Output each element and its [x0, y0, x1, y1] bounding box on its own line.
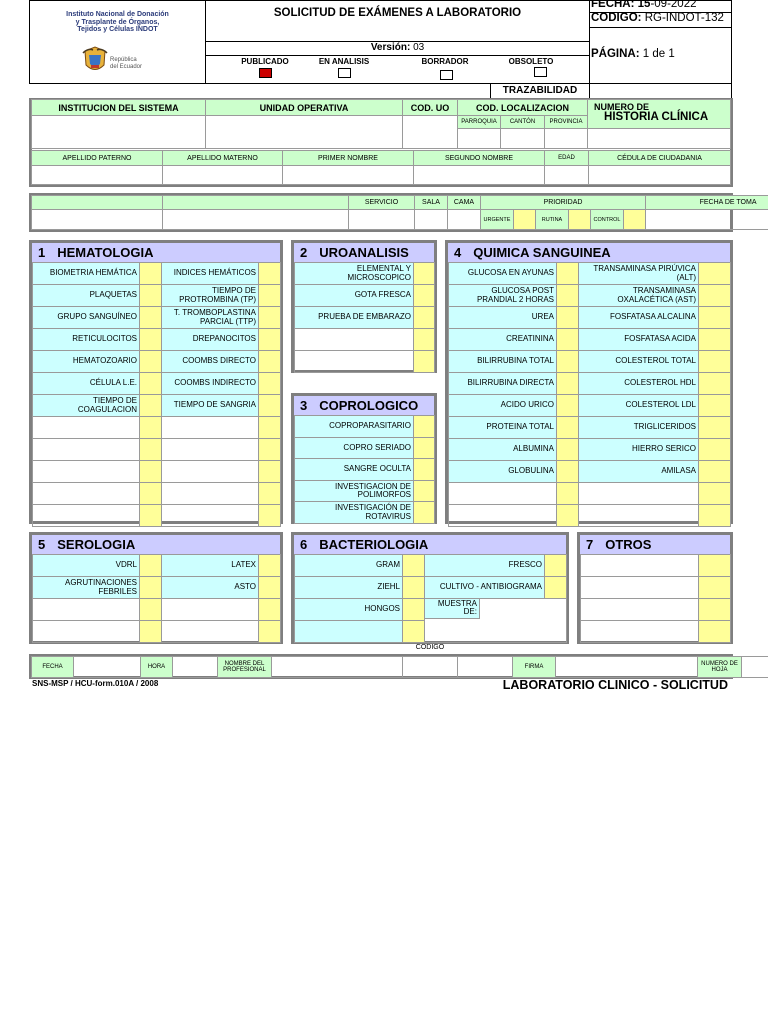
segundo-nombre-field[interactable] [414, 166, 545, 185]
footer-numero-hoja-field[interactable] [742, 657, 768, 678]
fecha-toma-field[interactable] [646, 210, 768, 230]
quimica-item: BILIRRUBINA DIRECTA [449, 373, 557, 395]
hematologia-checkbox[interactable] [140, 329, 162, 351]
historia-clinica-field[interactable] [588, 129, 731, 149]
status-borrador-checkbox[interactable] [440, 70, 453, 80]
hematologia-checkbox[interactable] [140, 307, 162, 329]
quimica-item: COLESTEROL HDL [579, 373, 699, 395]
serologia-item [33, 621, 140, 643]
serologia-item: ASTO [162, 577, 259, 599]
serologia-checkbox[interactable] [259, 577, 281, 599]
bacteriologia-checkbox[interactable] [403, 577, 425, 599]
hematologia-checkbox[interactable] [140, 417, 162, 439]
quimica-checkbox[interactable] [699, 307, 731, 329]
otros-field[interactable] [581, 599, 699, 621]
hematologia-item: COOMBS DIRECTO [162, 351, 259, 373]
uroanalisis-item [295, 329, 414, 351]
bacteriologia-checkbox[interactable] [403, 621, 425, 643]
control-label: CONTROL [591, 210, 624, 230]
otros-checkbox[interactable] [699, 621, 731, 643]
cedula-label: CÉDULA DE CIUDADANIA [589, 151, 731, 166]
hematologia-item: CÉLULA L.E. [33, 373, 140, 395]
hematologia-table [32, 262, 281, 527]
coprologico-item: INVESTIGACION DE POLIMORFOS [295, 480, 414, 502]
quimica-item: TRANSAMINASA OXALACÉTICA (AST) [579, 285, 699, 307]
uroanalisis-item [295, 351, 414, 373]
quimica-checkbox[interactable] [557, 285, 579, 307]
uroanalisis-item: GOTA FRESCA [295, 285, 414, 307]
hematologia-checkbox[interactable] [140, 285, 162, 307]
bacteriologia-checkbox[interactable] [545, 555, 567, 577]
footer-codigo-field[interactable] [403, 657, 458, 678]
coprologico-checkbox[interactable] [414, 502, 435, 524]
muestra-de-label: MUESTRA DE: [425, 599, 480, 619]
hematologia-item: RETICULOCITOS [33, 329, 140, 351]
status-publicado-label: PUBLICADO [241, 57, 289, 66]
quimica-item: HIERRO SERICO [579, 439, 699, 461]
canton-field[interactable] [501, 129, 545, 149]
quimica-checkbox[interactable] [699, 505, 731, 527]
cama-label: CAMA [448, 196, 481, 210]
quimica-checkbox[interactable] [557, 483, 579, 505]
primer-nombre-label: PRIMER NOMBRE [283, 151, 414, 166]
quimica-checkbox[interactable] [699, 329, 731, 351]
apellido-paterno-field[interactable] [32, 166, 163, 185]
hematologia-checkbox[interactable] [259, 395, 281, 417]
hematologia-checkbox[interactable] [259, 285, 281, 307]
bacteriologia-item: HONGOS [295, 599, 403, 621]
hematologia-item [33, 417, 140, 439]
segundo-nombre-label: SEGUNDO NOMBRE [414, 151, 545, 166]
hematologia-header: 1 HEMATOLOGIA [32, 243, 280, 262]
hematologia-item [33, 483, 140, 505]
cama-field[interactable] [448, 210, 481, 230]
otros-header: 7 OTROS [580, 535, 730, 554]
uroanalisis-item: ELEMENTAL Y MICROSCOPICO [295, 263, 414, 285]
quimica-item: AMILASA [579, 461, 699, 483]
quimica-item: GLOBULINA [449, 461, 557, 483]
uroanalisis-table [294, 262, 435, 373]
coprologico-item: COPROPARASITARIO [295, 416, 414, 438]
hematologia-item: BIOMETRIA HEMÁTICA [33, 263, 140, 285]
hematologia-checkbox[interactable] [140, 483, 162, 505]
bacteriologia-checkbox[interactable] [545, 577, 567, 599]
fecha-toma-label: FECHA DE TOMA [646, 196, 768, 210]
hematologia-checkbox[interactable] [259, 307, 281, 329]
trazabilidad: TRAZABILIDAD [490, 83, 590, 99]
codigo: CODIGO: RG-INDOT-132 [591, 12, 724, 24]
quimica-item: FOSFATASA ALCALINA [579, 307, 699, 329]
quimica-checkbox[interactable] [699, 461, 731, 483]
quimica-item: PROTEINA TOTAL [449, 417, 557, 439]
primer-nombre-field[interactable] [283, 166, 414, 185]
unidad-operativa-label: UNIDAD OPERATIVA [206, 100, 403, 116]
quimica-item [579, 505, 699, 527]
apellido-paterno-label: APELLIDO PATERNO [32, 151, 163, 166]
status-obsoleto-checkbox[interactable] [534, 67, 547, 77]
coprologico-checkbox[interactable] [414, 480, 435, 502]
institution-logo-text: Instituto Nacional de Donación y Trasplante de Órganos, Tejidos y Células INDOT [66, 11, 169, 34]
pagina: PÁGINA: 1 de 1 [591, 48, 675, 60]
urgente-label: URGENTE [481, 210, 514, 230]
serologia-checkbox[interactable] [259, 599, 281, 621]
hematologia-checkbox[interactable] [259, 461, 281, 483]
quimica-item: ALBUMINA [449, 439, 557, 461]
uroanalisis-title: UROANALISIS [319, 245, 409, 260]
coprologico-item: INVESTIGACIÓN DE ROTAVIRUS [295, 502, 414, 524]
quimica-checkbox[interactable] [557, 461, 579, 483]
muestra-de-area[interactable] [425, 599, 567, 643]
canton-label: CANTÓN [501, 116, 545, 129]
parroquia-field[interactable] [458, 129, 501, 149]
historia-clinica-label: HISTORIA CLÍNICA [604, 111, 709, 123]
edad-label: EDAD [545, 151, 589, 166]
quimica-checkbox[interactable] [699, 285, 731, 307]
quimica-header: 4 QUIMICA SANGUINEA [448, 243, 730, 262]
footer-fecha-field[interactable] [74, 657, 141, 678]
hematologia-checkbox[interactable] [140, 395, 162, 417]
institucion-field[interactable] [32, 116, 206, 149]
quimica-item: TRIGLICERIDOS [579, 417, 699, 439]
form-title: LABORATORIO CLINICO - SOLICITUD [502, 678, 728, 692]
bacteriologia-table [294, 554, 567, 643]
hematologia-item [33, 439, 140, 461]
hematologia-item [162, 461, 259, 483]
footer-hora-field[interactable] [173, 657, 218, 678]
quimica-item: TRANSAMINASA PIRÚVICA (ALT) [579, 263, 699, 285]
footer-nombre-profesional-field[interactable] [272, 657, 403, 678]
quimica-checkbox[interactable] [557, 439, 579, 461]
patient-table: INSTITUCION DEL SISTEMA UNIDAD OPERATIVA COD. UO COD. LOCALIZACION NUMERO DE HISTORIA CLÍNICA PARROQUIA CANTÓN PROVINCIA [31, 99, 731, 149]
quimica-item: CREATININA [449, 329, 557, 351]
coprologico-checkbox[interactable] [414, 416, 435, 438]
quimica-item: BILIRRUBINA TOTAL [449, 351, 557, 373]
otros-checkbox[interactable] [699, 599, 731, 621]
footer-nombre-profesional-label: NOMBRE DEL PROFESIONAL [218, 657, 272, 678]
hematologia-item [162, 417, 259, 439]
bacteriologia-item: FRESCO [425, 555, 545, 577]
uroanalisis-header: 2 UROANALISIS [294, 243, 434, 262]
serologia-title: SEROLOGIA [57, 537, 136, 552]
hematologia-checkbox[interactable] [140, 373, 162, 395]
status-obsoleto-label: OBSOLETO [508, 57, 554, 66]
status-en-analisis-checkbox[interactable] [338, 68, 351, 78]
serologia-item [33, 599, 140, 621]
status-borrador-label: BORRADOR [421, 57, 469, 66]
control-checkbox[interactable] [624, 210, 646, 230]
rutina-label: RUTINA [536, 210, 569, 230]
quimica-item: GLUCOSA POST PRANDIAL 2 HORAS [449, 285, 557, 307]
hematologia-checkbox[interactable] [259, 417, 281, 439]
cod-uo-label: COD. UO [403, 100, 458, 116]
hematologia-item [33, 505, 140, 527]
quimica-title: QUIMICA SANGUINEA [473, 245, 611, 260]
otros-table [580, 554, 731, 643]
hematologia-item: TIEMPO DE SANGRIA [162, 395, 259, 417]
hematologia-checkbox[interactable] [259, 351, 281, 373]
cod-uo-field[interactable] [403, 116, 458, 149]
status-en-analisis-label: EN ANALISIS [318, 57, 370, 66]
hematologia-item: T. TROMBOPLASTINA PARCIAL (TTP) [162, 307, 259, 329]
coprologico-checkbox[interactable] [414, 437, 435, 459]
serologia-item: LATEX [162, 555, 259, 577]
serologia-checkbox[interactable] [259, 621, 281, 643]
parroquia-label: PARROQUIA [458, 116, 501, 129]
logo-area [30, 1, 205, 83]
hematologia-item [162, 439, 259, 461]
sala-label: SALA [415, 196, 448, 210]
serologia-header: 5 SEROLOGIA [32, 535, 280, 554]
edad-field[interactable] [545, 166, 589, 185]
serologia-item [162, 621, 259, 643]
quimica-item: COLESTEROL LDL [579, 395, 699, 417]
quimica-item: ACIDO URICO [449, 395, 557, 417]
sala-field[interactable] [415, 210, 448, 230]
hematologia-title: HEMATOLOGIA [57, 245, 154, 260]
quimica-checkbox[interactable] [557, 505, 579, 527]
serologia-checkbox[interactable] [140, 599, 162, 621]
hematologia-item [162, 505, 259, 527]
hematologia-checkbox[interactable] [140, 263, 162, 285]
hematologia-item: HEMATOZOARIO [33, 351, 140, 373]
quimica-item [579, 483, 699, 505]
footer-firma-label: FIRMA [513, 657, 556, 678]
bacteriologia-title: BACTERIOLOGIA [319, 537, 429, 552]
quimica-checkbox[interactable] [699, 263, 731, 285]
quimica-checkbox[interactable] [557, 329, 579, 351]
bacteriologia-item: CULTIVO - ANTIBIOGRAMA [425, 577, 545, 599]
coprologico-item: COPRO SERIADO [295, 437, 414, 459]
coprologico-checkbox[interactable] [414, 459, 435, 481]
footer-firma-field[interactable] [556, 657, 698, 678]
quimica-checkbox[interactable] [557, 395, 579, 417]
rutina-checkbox[interactable] [569, 210, 591, 230]
serologia-item: VDRL [33, 555, 140, 577]
hematologia-item: TIEMPO DE COAGULACION [33, 395, 140, 417]
bacteriologia-checkbox[interactable] [403, 555, 425, 577]
serologia-checkbox[interactable] [140, 621, 162, 643]
serologia-table [32, 554, 281, 643]
hematologia-checkbox[interactable] [140, 461, 162, 483]
form-code: SNS-MSP / HCU-form.010A / 2008 [32, 679, 159, 688]
quimica-checkbox[interactable] [699, 417, 731, 439]
version: Versión: 03 [370, 42, 425, 53]
prioridad-label: PRIORIDAD [481, 196, 646, 210]
hematologia-checkbox[interactable] [140, 505, 162, 527]
servicio-field[interactable] [349, 210, 415, 230]
hematologia-item: PLAQUETAS [33, 285, 140, 307]
quimica-checkbox[interactable] [557, 263, 579, 285]
codigo-label: CODIGO [415, 644, 445, 651]
hematologia-item [162, 483, 259, 505]
quimica-table [448, 262, 731, 527]
ecuador-coat-of-arms-icon [82, 45, 108, 75]
footer-hora-label: HORA [141, 657, 173, 678]
cod-localizacion-label: COD. LOCALIZACION [458, 100, 588, 116]
hematologia-checkbox[interactable] [259, 373, 281, 395]
coprologico-title: COPROLOGICO [319, 398, 419, 413]
uroanalisis-checkbox[interactable] [414, 263, 435, 285]
patient-name-table [31, 150, 731, 185]
otros-checkbox[interactable] [699, 577, 731, 599]
coprologico-item: SANGRE OCULTA [295, 459, 414, 481]
bacteriologia-item: ZIEHL [295, 577, 403, 599]
hematologia-checkbox[interactable] [259, 505, 281, 527]
apellido-materno-field[interactable] [163, 166, 283, 185]
uroanalisis-checkbox[interactable] [414, 307, 435, 329]
quimica-item [449, 483, 557, 505]
otros-field[interactable] [581, 555, 699, 577]
quimica-checkbox[interactable] [557, 307, 579, 329]
serologia-checkbox[interactable] [140, 577, 162, 599]
fecha: FECHA: 15-09-2022 [591, 0, 697, 10]
unidad-operativa-field[interactable] [206, 116, 403, 149]
provincia-field[interactable] [545, 129, 588, 149]
footer-table [31, 656, 768, 678]
quimica-item: COLESTEROL TOTAL [579, 351, 699, 373]
uroanalisis-item: PRUEBA DE EMBARAZO [295, 307, 414, 329]
uroanalisis-checkbox[interactable] [414, 285, 435, 307]
cedula-field[interactable] [589, 166, 731, 185]
quimica-checkbox[interactable] [699, 351, 731, 373]
hematologia-item: TIEMPO DE PROTROMBINA (TP) [162, 285, 259, 307]
hematologia-item [33, 461, 140, 483]
serologia-item: AGRUTINACIONES FEBRILES [33, 577, 140, 599]
hematologia-checkbox[interactable] [259, 483, 281, 505]
hematologia-checkbox[interactable] [259, 439, 281, 461]
otros-title: OTROS [605, 537, 652, 552]
provincia-label: PROVINCIA [545, 116, 588, 129]
quimica-checkbox[interactable] [557, 351, 579, 373]
uroanalisis-checkbox[interactable] [414, 351, 435, 373]
footer-numero-hoja-label: NUMERO DE HOJA [698, 657, 742, 678]
bacteriologia-checkbox[interactable] [403, 599, 425, 621]
hematologia-checkbox[interactable] [140, 439, 162, 461]
hematologia-checkbox[interactable] [140, 351, 162, 373]
quimica-checkbox[interactable] [699, 483, 731, 505]
quimica-item: FOSFATASA ACIDA [579, 329, 699, 351]
quimica-checkbox[interactable] [699, 395, 731, 417]
status-publicado-checkbox[interactable] [259, 68, 272, 78]
bacteriologia-header: 6 BACTERIOLOGIA [294, 535, 566, 554]
quimica-item: UREA [449, 307, 557, 329]
serologia-checkbox[interactable] [140, 555, 162, 577]
urgente-checkbox[interactable] [514, 210, 536, 230]
hematologia-item: GRUPO SANGUÍNEO [33, 307, 140, 329]
hematologia-item: COOMBS INDIRECTO [162, 373, 259, 395]
quimica-checkbox[interactable] [699, 439, 731, 461]
quimica-checkbox[interactable] [557, 373, 579, 395]
serologia-item [162, 599, 259, 621]
quimica-item: GLUCOSA EN AYUNAS [449, 263, 557, 285]
institucion-label: INSTITUCION DEL SISTEMA [32, 100, 206, 116]
coprologico-table [294, 415, 435, 524]
bacteriologia-item: GRAM [295, 555, 403, 577]
hematologia-item: INDICES HEMÁTICOS [162, 263, 259, 285]
footer-fecha-label: FECHA [32, 657, 74, 678]
hematologia-item: DREPANOCITOS [162, 329, 259, 351]
republic-logo-text: República del Ecuador [110, 57, 143, 70]
quimica-item [449, 505, 557, 527]
servicio-label: SERVICIO [349, 196, 415, 210]
uroanalisis-checkbox[interactable] [414, 329, 435, 351]
otros-field[interactable] [581, 621, 699, 643]
otros-field[interactable] [581, 577, 699, 599]
apellido-materno-label: APELLIDO MATERNO [163, 151, 283, 166]
document-title: SOLICITUD DE EXÁMENES A LABORATORIO [273, 7, 522, 19]
serologia-checkbox[interactable] [259, 555, 281, 577]
coprologico-header: 3 COPROLOGICO [294, 396, 434, 415]
hematologia-checkbox[interactable] [259, 263, 281, 285]
quimica-checkbox[interactable] [699, 373, 731, 395]
quimica-checkbox[interactable] [557, 417, 579, 439]
otros-checkbox[interactable] [699, 555, 731, 577]
service-table [31, 195, 768, 230]
hematologia-checkbox[interactable] [259, 329, 281, 351]
